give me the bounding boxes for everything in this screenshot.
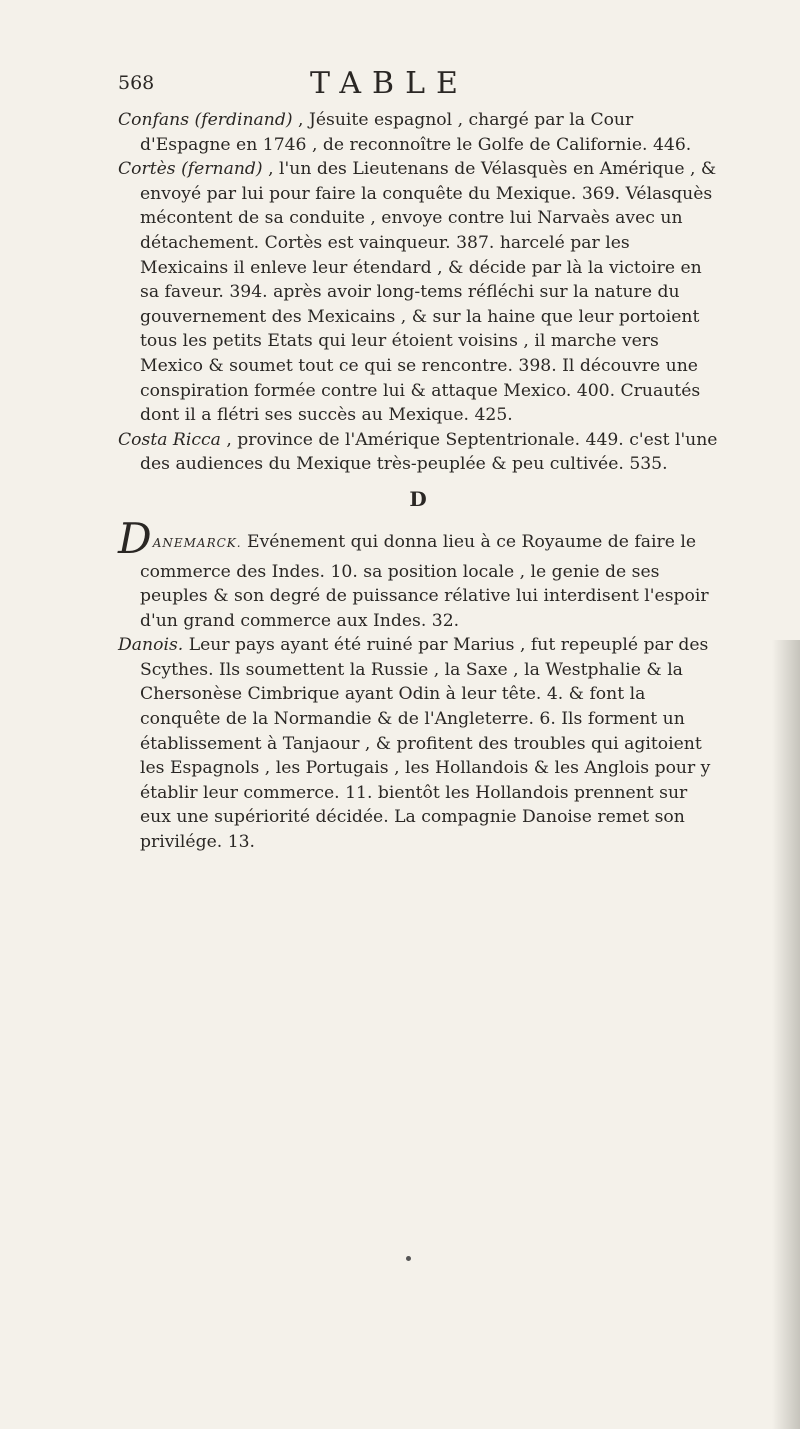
entry-text: , province de l'Amérique Septentrionale. 449. c'est l'une des audiences du Mexique très-peuplée & peu cultivée. 535. <box>140 429 718 475</box>
index-entry-confans <box>118 108 718 157</box>
section-letter: D <box>409 486 427 511</box>
entry-head-smallcaps: ANEMARCK. <box>152 535 242 550</box>
entry-head: Cortès (fernand) <box>118 159 263 180</box>
page-header <box>118 66 718 106</box>
entry-head: Confans (ferdinand) <box>118 110 293 130</box>
entry-text: Leur pays ayant été ruiné par Marius , fut repeuplé par des Scythes. Ils soumettent la Russie , la Saxe , la Westphalie & la Chersonèse Cimbrique ayant Odin à leur tête. 4. & font la conquête de la Normandie & de l'Angleterre. 6. Ils forment un établissement à Tanjaour , & profitent des troubles qui agitoient les Espagnols , les Portugais , les Hollandois & les Anglois pour y établir leur commerce. 11. bientôt les Hollandois prennent sur eux une supériorité décidée. La compagnie Danoise remet son privilége. 13. <box>140 635 711 853</box>
entry-text: Evénement qui donna lieu à ce Royaume de faire le commerce des Indes. 10. sa position locale , le genie de ses peuples & son degré de puissance rélative lui interdisent l'espoir d'un grand commerce aux Indes. 32. <box>140 531 709 631</box>
index-entry-danemarck <box>118 513 718 634</box>
entry-head: Costa Ricca <box>118 429 221 450</box>
entry-text: , Jésuite espagnol , chargé par la Cour d'Espagne en 1746 , de reconnoître le Golfe de Californie. 446. <box>140 110 692 155</box>
ink-speck <box>406 1256 411 1261</box>
index-entry-costa-ricca <box>118 428 718 477</box>
page-number: 568 <box>118 72 155 94</box>
entry-head: Danois. <box>118 635 184 656</box>
page-edge-shadow <box>772 640 800 1429</box>
index-entry-danois <box>118 633 718 854</box>
index-entry-cortes <box>118 157 718 428</box>
running-title: TABLE <box>310 66 469 101</box>
entry-text: , l'un des Lieutenans de Vélasquès en Amérique , & envoyé par lui pour faire la conquête du Mexique. 369. Vélasquès mécontent de sa conduite , envoye contre lui Narvaès avec un détachement. Cortès est vainqueur. 387. harcelé par les Mexicains il enleve leur étendard , & décide par là la victoire en sa faveur. 394. après avoir long-tems réfléchi sur la nature du gouvernement des Mexicains , & sur la haine que leur portoient tous les petits Etats qui leur étoient voisins , il marche vers Mexico & soumet tout ce qui se rencontre. 398. Il découvre une conspiration formée contre lui & attaque Mexico. 400. Cruautés dont il a flétri ses succès au Mexique. 425. <box>140 159 717 426</box>
index-body <box>118 108 718 855</box>
drop-cap: D <box>118 513 152 563</box>
